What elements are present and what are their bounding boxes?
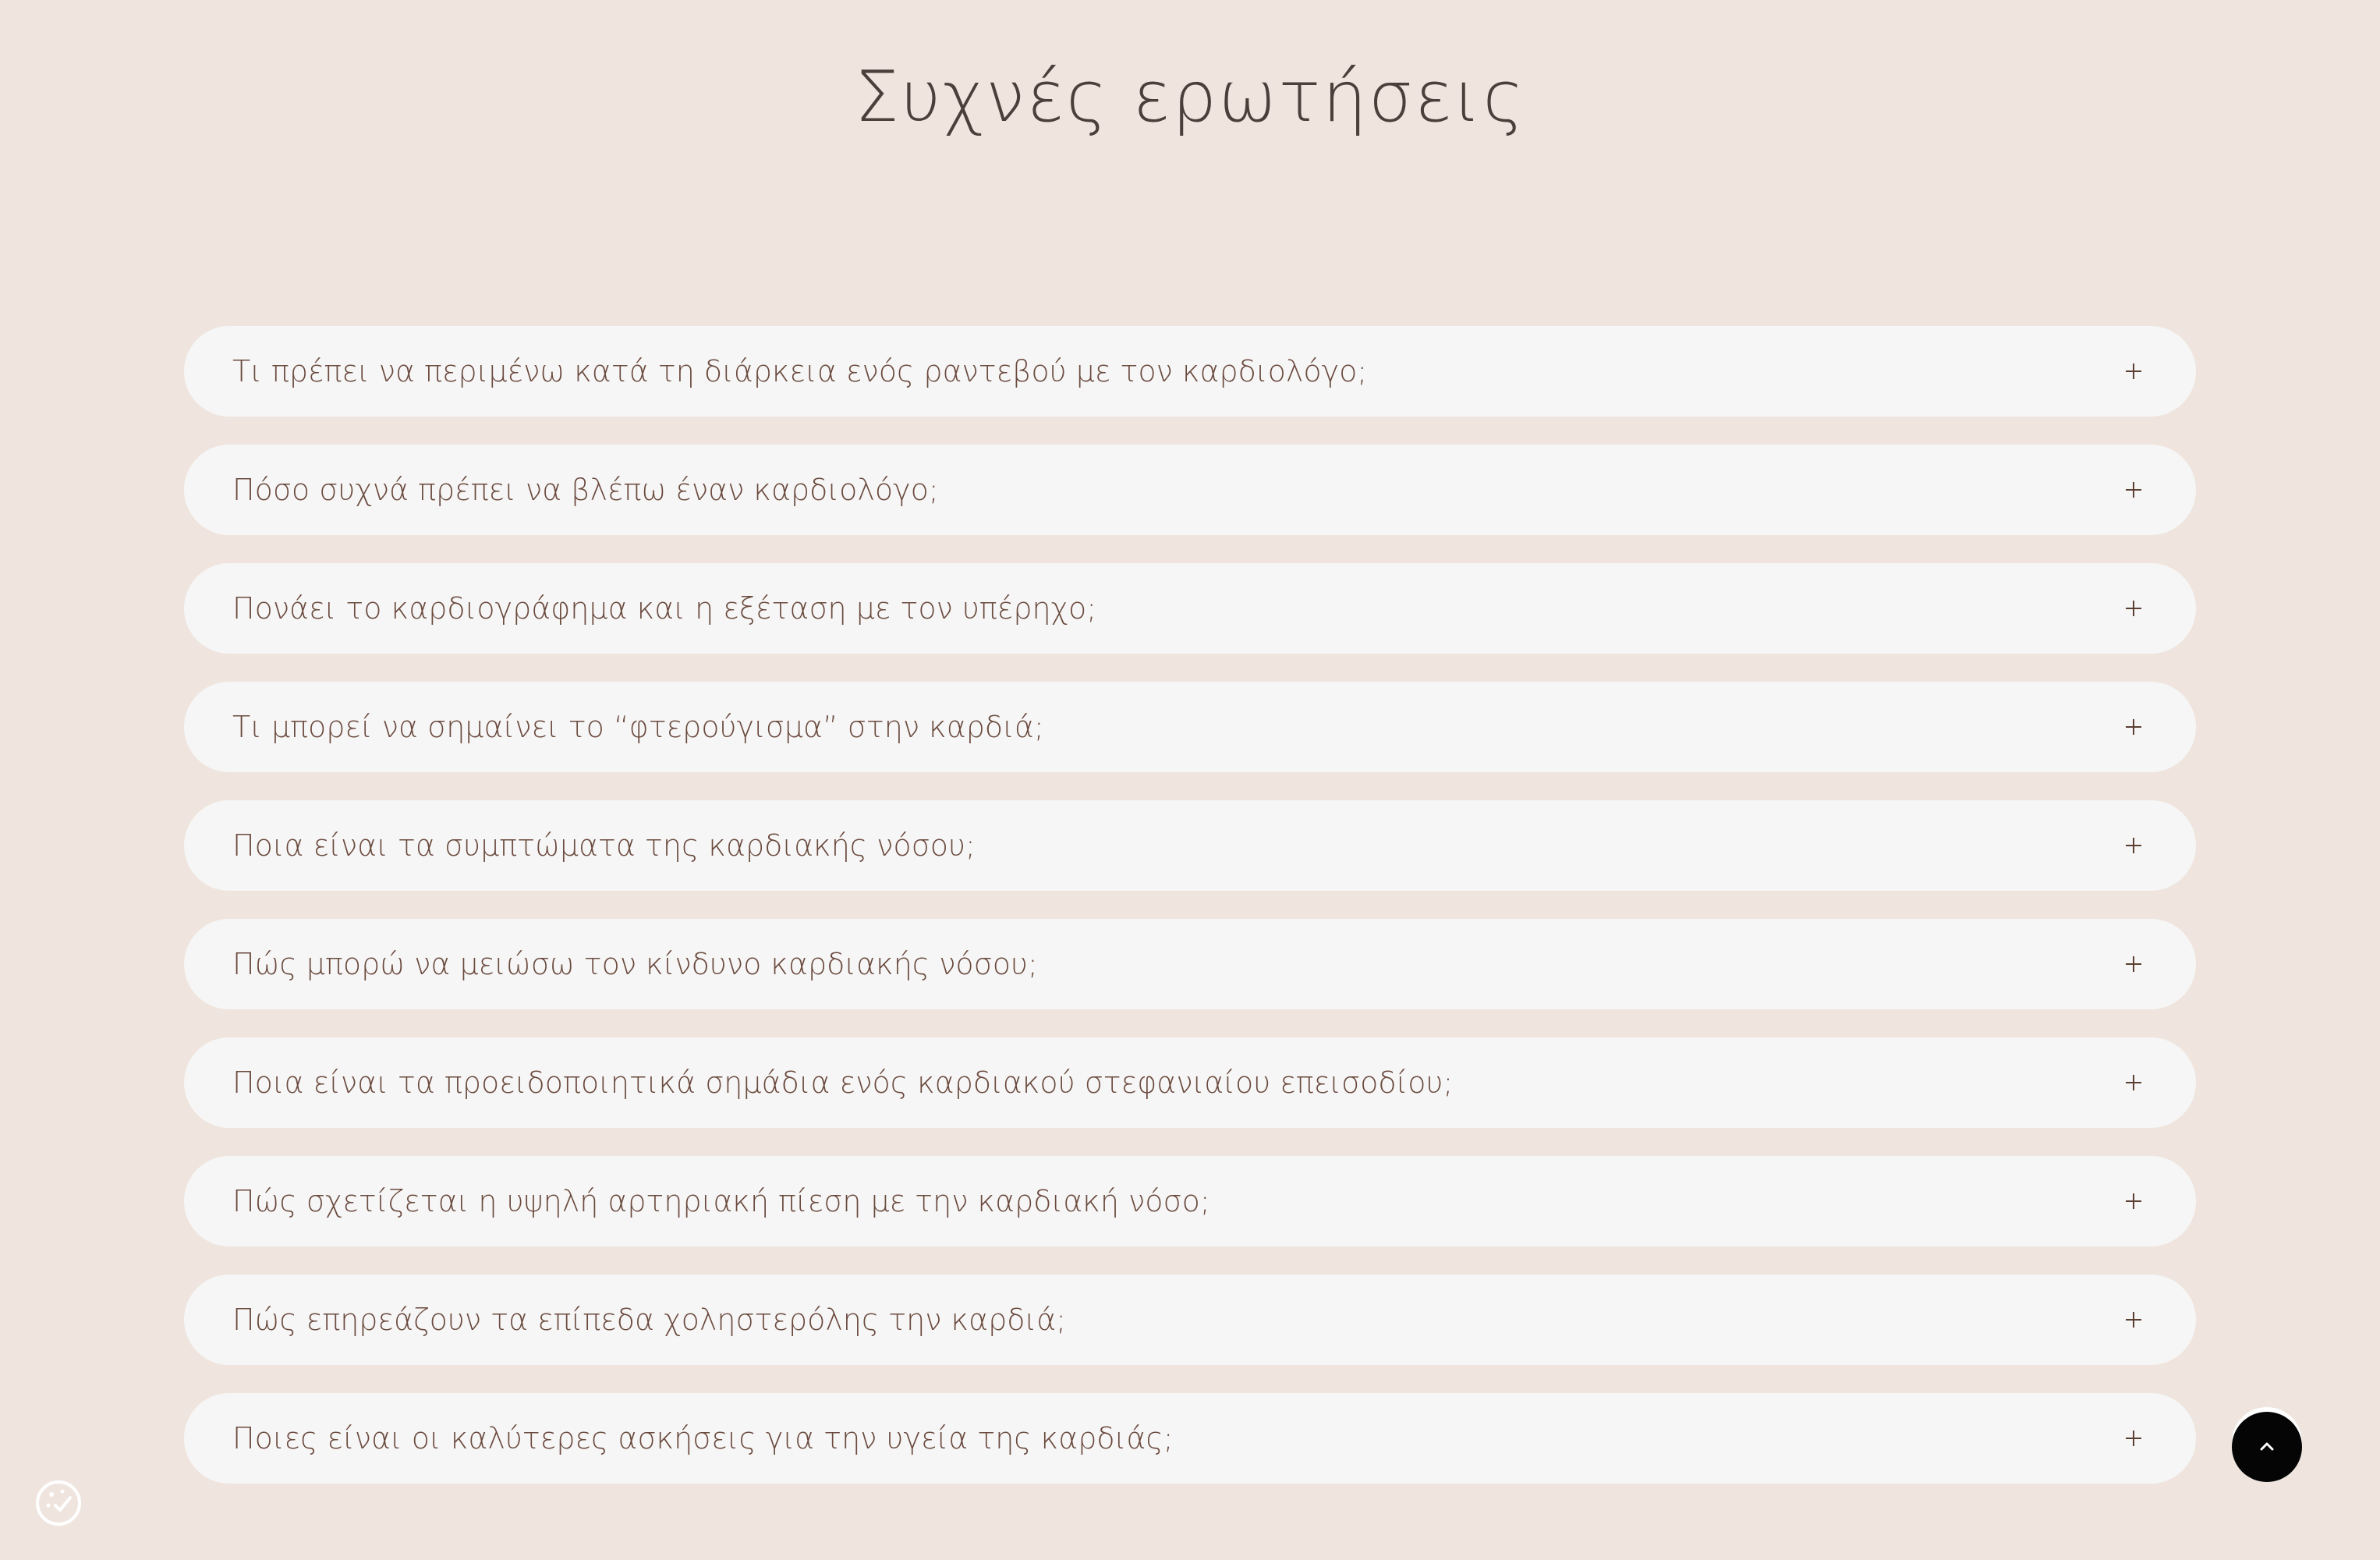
scroll-top-button[interactable] xyxy=(2232,1412,2302,1482)
cookie-consent-icon[interactable] xyxy=(34,1479,83,1527)
faq-item[interactable] xyxy=(184,800,2196,891)
faq-item[interactable] xyxy=(184,682,2196,772)
faq-item[interactable] xyxy=(184,563,2196,654)
plus-icon[interactable] xyxy=(2118,593,2149,624)
plus-icon[interactable] xyxy=(2118,1304,2149,1335)
plus-icon[interactable] xyxy=(2118,1067,2149,1098)
chevron-up-icon xyxy=(2256,1436,2278,1458)
faq-question: Πώς μπορώ να μειώσω τον κίνδυνο καρδιακής νόσου; xyxy=(232,947,1038,981)
faq-item[interactable] xyxy=(184,1393,2196,1484)
plus-icon[interactable] xyxy=(2118,474,2149,505)
faq-question: Ποια είναι τα προειδοποιητικά σημάδια ενός καρδιακού στεφανιαίου επεισοδίου; xyxy=(232,1065,1454,1100)
plus-icon[interactable] xyxy=(2118,948,2149,980)
plus-icon[interactable] xyxy=(2118,1186,2149,1217)
plus-icon[interactable] xyxy=(2118,830,2149,861)
faq-item[interactable] xyxy=(184,1037,2196,1128)
faq-question: Τι μπορεί να σημαίνει το “φτερούγισμα” στην καρδιά; xyxy=(232,710,1044,744)
faq-item[interactable] xyxy=(184,326,2196,417)
faq-question: Ποιες είναι οι καλύτερες ασκήσεις για την υγεία της καρδιάς; xyxy=(232,1421,1174,1455)
faq-question: Πώς σχετίζεται η υψηλή αρτηριακή πίεση με την καρδιακή νόσο; xyxy=(232,1184,1210,1218)
faq-item[interactable] xyxy=(184,445,2196,535)
plus-icon[interactable] xyxy=(2118,356,2149,387)
faq-item[interactable] xyxy=(184,1156,2196,1246)
faq-question: Πονάει το καρδιογράφημα και η εξέταση με τον υπέρηχο; xyxy=(232,591,1097,626)
faq-list xyxy=(184,326,2196,1512)
faq-item[interactable] xyxy=(184,1275,2196,1365)
plus-icon[interactable] xyxy=(2118,711,2149,743)
faq-question: Ποια είναι τα συμπτώματα της καρδιακής νόσου; xyxy=(232,828,976,863)
faq-question: Πώς επηρεάζουν τα επίπεδα χοληστερόλης την καρδιά; xyxy=(232,1303,1067,1337)
faq-question: Τι πρέπει να περιμένω κατά τη διάρκεια ενός ραντεβού με τον καρδιολόγο; xyxy=(232,354,1368,388)
faq-question: Πόσο συχνά πρέπει να βλέπω έναν καρδιολόγο; xyxy=(232,473,939,507)
faq-item[interactable] xyxy=(184,919,2196,1009)
page-title: Συχνές ερωτήσεις xyxy=(854,56,1526,138)
plus-icon[interactable] xyxy=(2118,1423,2149,1454)
